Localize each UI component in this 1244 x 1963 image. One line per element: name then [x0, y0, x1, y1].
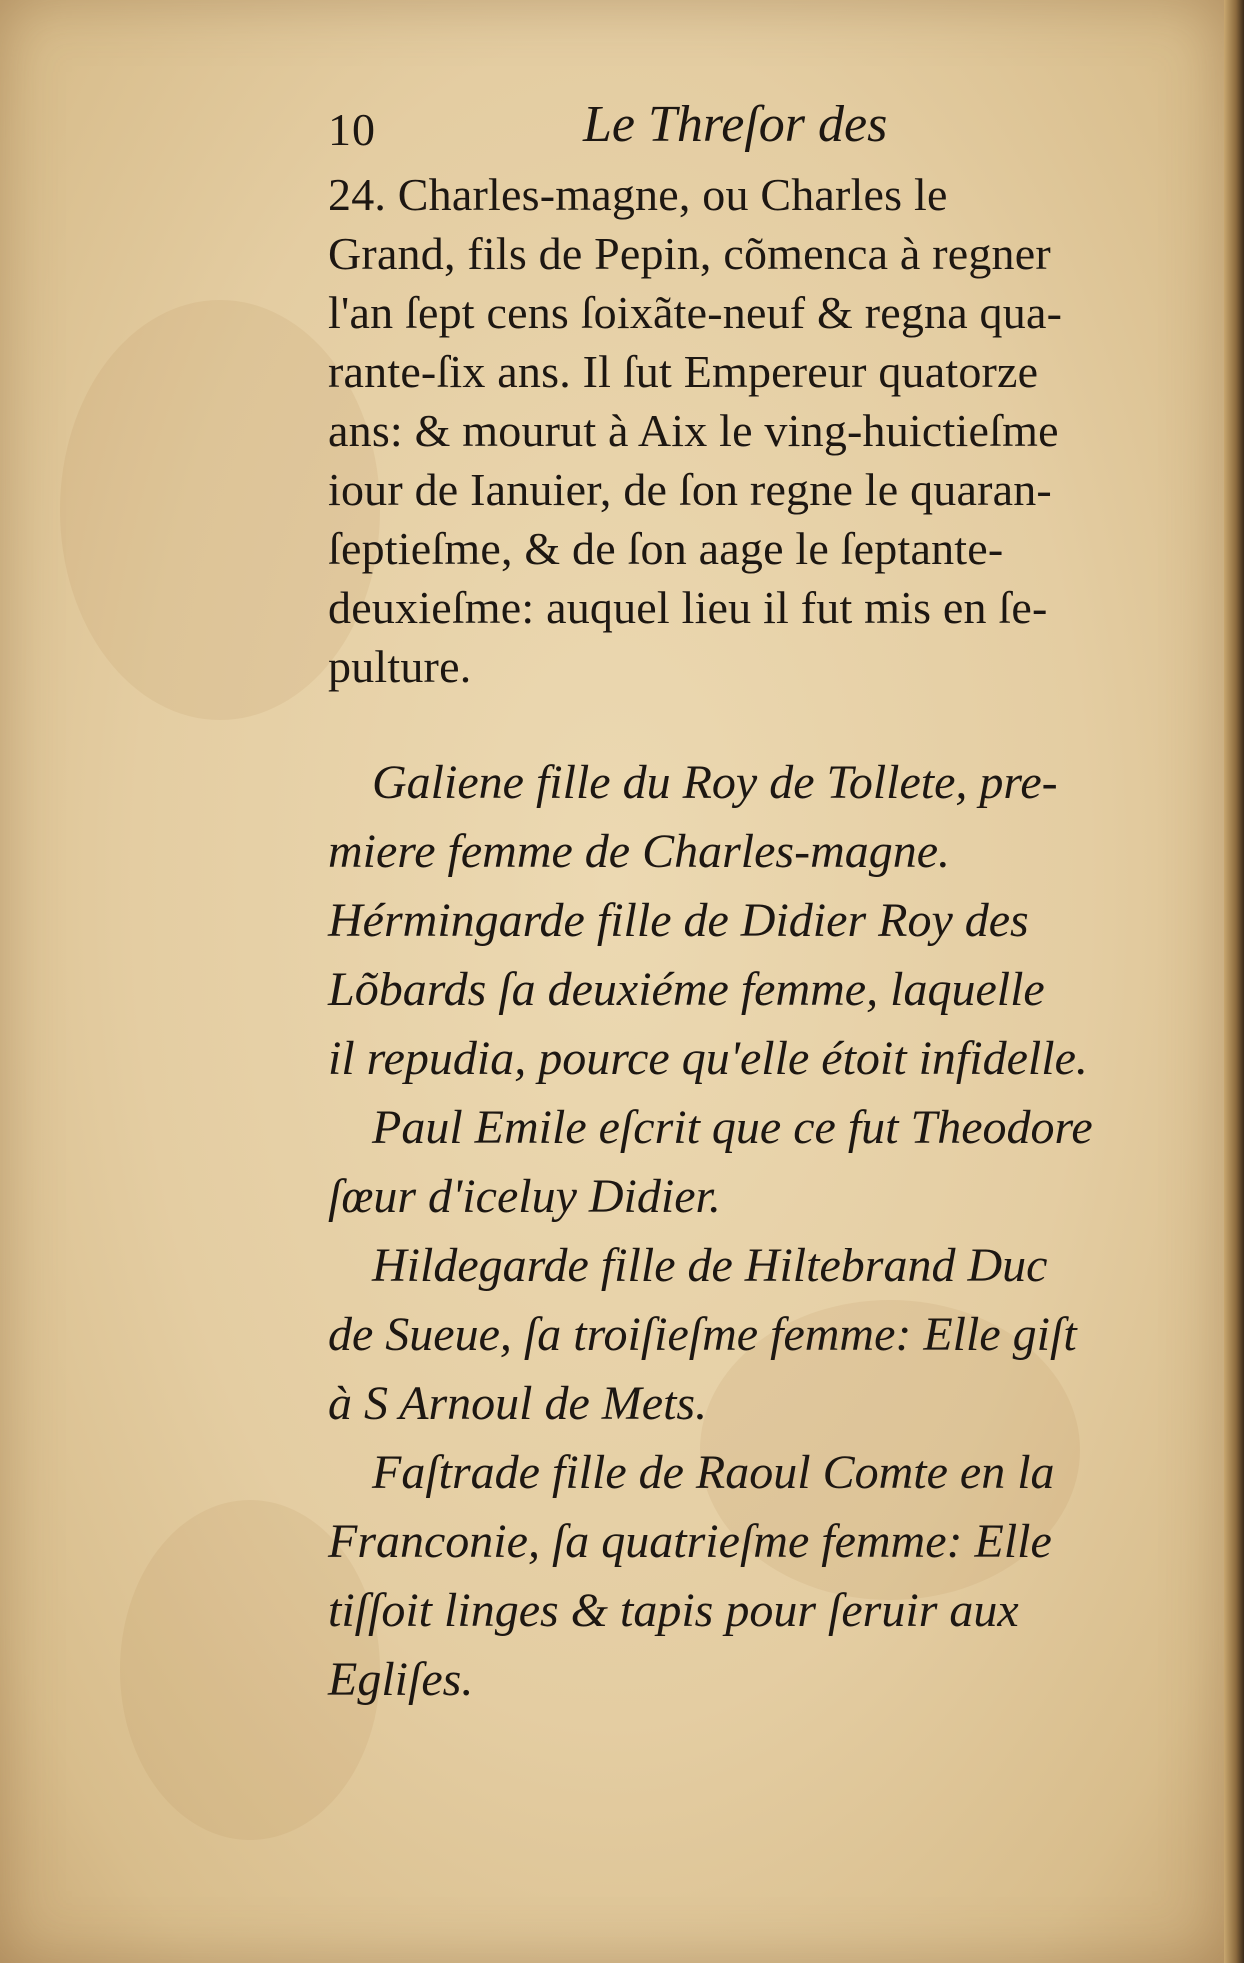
- text-line: tiſſoit linges & tapis pour ſeruir aux: [328, 1584, 1019, 1637]
- text-block: [328, 95, 1138, 1714]
- running-title: Le Threſor des: [583, 96, 888, 153]
- text-line: pulture.: [328, 641, 472, 692]
- text-line: iour de Ianuier, de ſon regne le quaran-: [328, 464, 1052, 515]
- text-line: Hérmingarde fille de Didier Roy des: [328, 894, 1029, 947]
- text-line: ſeptieſme, & de ſon aage le ſeptante-: [328, 523, 1004, 574]
- page-number: 10: [328, 104, 376, 155]
- wife-entry-hildegarde: [328, 1231, 1138, 1438]
- paragraph-charlemagne: [328, 165, 1138, 696]
- text-line: miere femme de Charles-magne.: [328, 825, 951, 878]
- text-line: Faſtrade fille de Raoul Comte en la: [372, 1446, 1055, 1499]
- wives-list: [328, 748, 1138, 1714]
- text-line: Lõbards ſa deuxiéme femme, laquelle: [328, 963, 1045, 1016]
- page-header: [328, 95, 1138, 165]
- text-line: Galiene fille du Roy de Tollete, pre-: [372, 756, 1058, 809]
- text-line: il repudia, pource qu'elle étoit infidelle.: [328, 1032, 1088, 1085]
- wife-entry-galiene: [328, 748, 1138, 886]
- wife-entry-hermingarde: [328, 886, 1138, 1231]
- text-line: l'an ſept cens ſoixãte-neuf & regna qua-: [328, 287, 1063, 338]
- text-line: de Sueue, ſa troiſieſme femme: Elle giſt: [328, 1308, 1077, 1361]
- wife-entry-fastrade: [328, 1438, 1138, 1714]
- text-line: rante-ſix ans. Il ſut Empereur quatorze: [328, 346, 1039, 397]
- text-line: deuxieſme: auquel lieu il fut mis en ſe-: [328, 582, 1048, 633]
- text-line: 24. Charles-magne, ou Charles le: [328, 169, 948, 220]
- text-line: Hildegarde fille de Hiltebrand Duc: [372, 1239, 1048, 1292]
- text-line: Franconie, ſa quatrieſme femme: Elle: [328, 1515, 1052, 1568]
- text-line: Egliſes.: [328, 1653, 474, 1706]
- text-line: ſœur d'iceluy Didier.: [328, 1170, 721, 1223]
- text-line: ans: & mourut à Aix le ving-huictieſme: [328, 405, 1059, 456]
- text-line: Grand, fils de Pepin, cõmenca à regner: [328, 228, 1051, 279]
- text-line: à S Arnoul de Mets.: [328, 1377, 708, 1430]
- text-line: Paul Emile eſcrit que ce fut Theodore: [372, 1101, 1093, 1154]
- page-edge: [1224, 0, 1244, 1963]
